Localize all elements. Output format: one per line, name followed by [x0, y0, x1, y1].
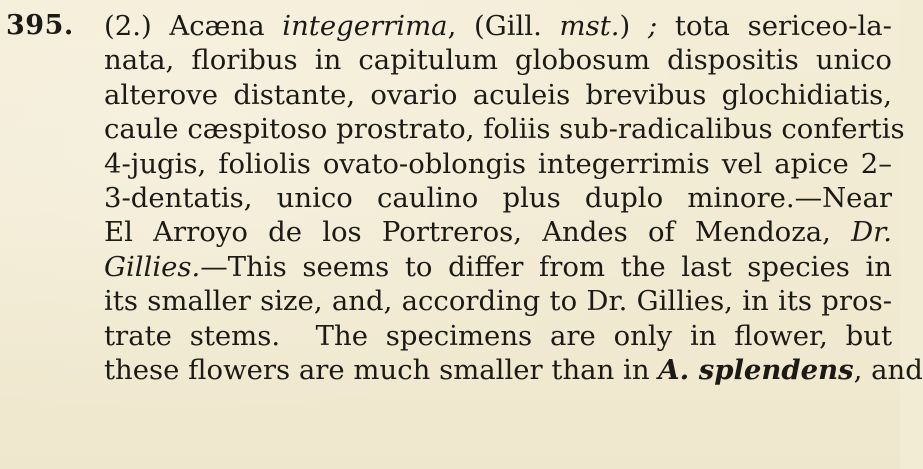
text-line: [104, 353, 923, 387]
text-segment: A. splendens: [658, 354, 854, 387]
text-segment: trate stems. The specimens are only in flower, but: [104, 319, 892, 352]
text-segment: ): [619, 10, 648, 42]
text-segment: its smaller size, and, according to Dr. Gillies, in its pros-: [104, 285, 892, 318]
text-segment: ;: [647, 10, 658, 42]
text-line: [104, 181, 892, 215]
text-line: [104, 319, 892, 353]
text-segment: (2.) Acæna: [104, 10, 283, 42]
text-segment: 4-jugis, foliolis ovato-oblongis integerrimis vel apice 2–: [104, 147, 892, 180]
text-segment: caule cæspitoso prostrato, foliis sub-radicalibus confertis: [104, 113, 905, 146]
text-segment: tota sericeo-la-: [657, 10, 892, 42]
entry-text: [104, 9, 923, 387]
text-segment: El Arroyo de los Portreros, Andes of Mendoza,: [104, 216, 852, 249]
text-segment: , (Gill.: [447, 10, 560, 42]
text-segment: Gillies.: [104, 250, 201, 283]
entry-number: 395.: [6, 10, 74, 41]
text-segment: integerrima: [282, 10, 448, 42]
text-line: [104, 284, 892, 318]
text-line: [104, 78, 892, 112]
text-line: [104, 215, 892, 249]
text-segment: —This seems to differ from the last species in: [200, 250, 892, 283]
text-segment: 3-dentatis, unico caulino plus duplo minore.—Near: [104, 182, 892, 215]
text-segment: nata, floribus in capitulum globosum dispositis unico: [104, 44, 892, 77]
text-segment: mst.: [559, 10, 620, 42]
text-segment: these flowers are much smaller than in: [104, 354, 659, 387]
text-segment: alterove distante, ovario aculeis brevibus glochidiatis,: [104, 78, 892, 111]
text-line: [104, 9, 892, 43]
text-line: [104, 250, 892, 284]
text-line: [104, 112, 905, 146]
text-line: [104, 147, 892, 181]
text-line: [104, 43, 892, 77]
text-segment: , and: [853, 354, 923, 387]
text-segment: Dr.: [851, 216, 892, 249]
